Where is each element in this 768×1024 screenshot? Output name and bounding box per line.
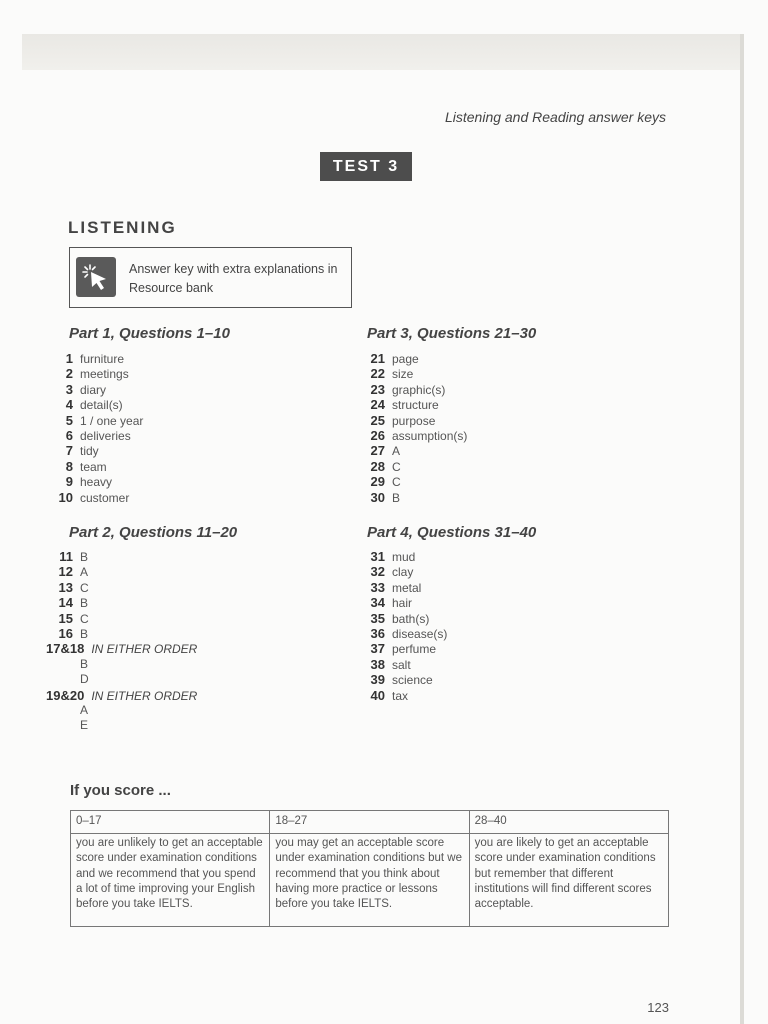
question-number: 26 [370,427,385,443]
part-3-heading: Part 3, Questions 21–30 [367,325,537,342]
question-number: 15 [58,610,73,626]
question-number: 22 [370,366,385,382]
question-number: 1 [65,351,73,366]
answer-text: graphic(s) [392,382,446,397]
answer-text: structure [392,398,439,413]
answer-item [46,351,143,366]
answer-text: disease(s) [392,626,448,641]
question-number: 33 [370,579,385,595]
answer-item [358,672,447,687]
question-number: 11 [59,549,73,564]
question-number: 21 [370,351,385,366]
score-advice: you are unlikely to get an acceptable score under examination conditions and we recommend that you spend a lot of time improving your English before you take IELTS. [71,834,270,927]
resource-bank-text: Answer key with extra explanations in Resource bank [129,262,338,295]
answer-text: page [392,352,419,366]
question-number: 24 [370,397,385,413]
score-heading: If you score ... [70,782,171,799]
resource-bank-note [69,247,352,308]
answer-item [46,595,197,610]
answer-text: B [392,490,401,505]
answer-text: bath(s) [392,611,430,626]
section-title: LISTENING [68,218,177,237]
score-advice: you may get an acceptable score under examination conditions but we recommend that you think about having more practice or lessons before you take IELTS. [270,834,469,927]
question-number: 27 [370,443,385,459]
answer-text: furniture [80,352,125,366]
answer-text: salt [392,657,411,672]
score-advice: you are likely to get an acceptable score under examination conditions but remember that different institutions will find different scores acceptable. [469,834,668,927]
answer-item [358,595,447,610]
answer-item [358,474,467,489]
score-range: 0–17 [71,811,270,834]
answer-text: perfume [392,642,437,657]
question-number: 7 [65,443,73,459]
score-table [70,810,669,927]
answer-text: B [80,626,89,641]
answer-item [358,549,447,564]
answer-text: C [80,580,89,595]
answer-text: team [80,459,107,474]
question-number: 14 [58,595,73,611]
answer-item [46,413,143,428]
answer-text: B [80,596,89,611]
question-number: 35 [370,610,385,626]
answer-text: D [80,672,89,687]
answer-text: A [80,702,89,717]
page-number: 123 [647,1000,669,1015]
answer-item [358,366,467,381]
answer-text: meetings [80,367,129,382]
answer-item [46,580,197,595]
answer-item [46,459,143,474]
answer-item [358,611,447,626]
question-number: 5 [65,412,73,428]
question-number: 16 [58,625,73,641]
answer-item [46,564,197,579]
answer-text: hair [392,596,413,611]
answer-item [46,657,197,672]
answer-text: deliveries [80,428,131,443]
part-3-answers [358,351,467,505]
answer-item [46,382,143,397]
question-number: 17&18 [46,641,85,657]
answer-text: B [80,656,89,671]
answer-item [358,428,467,443]
answer-item [46,549,197,564]
question-number: 3 [65,381,73,397]
answer-item [358,413,467,428]
answer-text: clay [392,565,414,580]
question-number: 37 [370,641,385,657]
answer-item [46,703,197,718]
answer-item [358,657,447,672]
question-number: 13 [58,579,73,595]
answer-text: B [80,550,89,564]
test-badge: TEST 3 [320,152,412,181]
part-4-answers [358,549,447,703]
question-number: 38 [370,656,385,672]
question-number: 6 [65,427,73,443]
score-range: 28–40 [469,811,668,834]
answer-item [46,490,143,505]
question-number: 8 [65,458,73,474]
answer-text: IN EITHER ORDER [91,642,198,657]
scan-shadow-band [22,34,744,70]
answer-text: tax [392,688,409,703]
answer-item [358,459,467,474]
question-number: 30 [370,489,385,505]
answer-item [46,428,143,443]
answer-text: size [392,367,414,382]
answer-item [46,611,197,626]
answer-text: tidy [80,444,99,459]
answer-item [358,564,447,579]
question-number: 32 [370,564,385,580]
answer-text: mud [392,550,416,564]
answer-item [46,443,143,458]
answer-item [358,580,447,595]
answer-item [46,397,143,412]
question-number: 23 [370,381,385,397]
cursor-click-icon [76,257,116,297]
answer-item [358,688,447,703]
answer-item [46,688,197,703]
answer-text: customer [80,490,130,505]
part-1-answers [46,351,143,505]
part-2-heading: Part 2, Questions 11–20 [69,524,238,541]
part-1-heading: Part 1, Questions 1–10 [69,325,230,342]
page-edge [740,34,744,1024]
question-number: 4 [65,397,73,413]
answer-text: IN EITHER ORDER [91,688,198,703]
answer-text: C [392,475,401,490]
answer-text: assumption(s) [392,428,468,443]
answer-text: purpose [392,413,436,428]
answer-item [358,626,447,641]
answer-text: 1 / one year [80,413,144,428]
answer-item [46,672,197,687]
answer-item [358,443,467,458]
question-number: 19&20 [46,687,85,703]
answer-item [46,366,143,381]
answer-item [358,397,467,412]
answer-item [46,718,197,733]
question-number: 12 [58,564,73,580]
question-number: 31 [370,549,385,564]
question-number: 9 [65,474,73,490]
answer-item [46,641,197,656]
answer-item [46,474,143,489]
question-number: 29 [370,474,385,490]
question-number: 28 [370,458,385,474]
running-head: Listening and Reading answer keys [444,109,666,125]
part-2-answers [46,549,197,734]
answer-text: A [80,565,89,580]
answer-text: E [80,718,89,733]
question-number: 10 [58,489,73,505]
question-number: 39 [370,672,385,688]
answer-text: diary [80,382,107,397]
answer-item [358,351,467,366]
answer-item [46,626,197,641]
score-range: 18–27 [270,811,469,834]
question-number: 34 [370,595,385,611]
answer-text: heavy [80,475,113,490]
answer-text: detail(s) [80,398,123,413]
answer-text: A [392,444,401,459]
answer-item [358,641,447,656]
question-number: 2 [65,366,73,382]
part-4-heading: Part 4, Questions 31–40 [367,524,537,541]
answer-item [358,490,467,505]
answer-item [358,382,467,397]
question-number: 25 [370,412,385,428]
answer-text: C [392,459,401,474]
answer-text: science [392,673,433,688]
question-number: 40 [370,687,385,703]
question-number: 36 [370,625,385,641]
answer-text: metal [392,580,422,595]
answer-text: C [80,611,89,626]
